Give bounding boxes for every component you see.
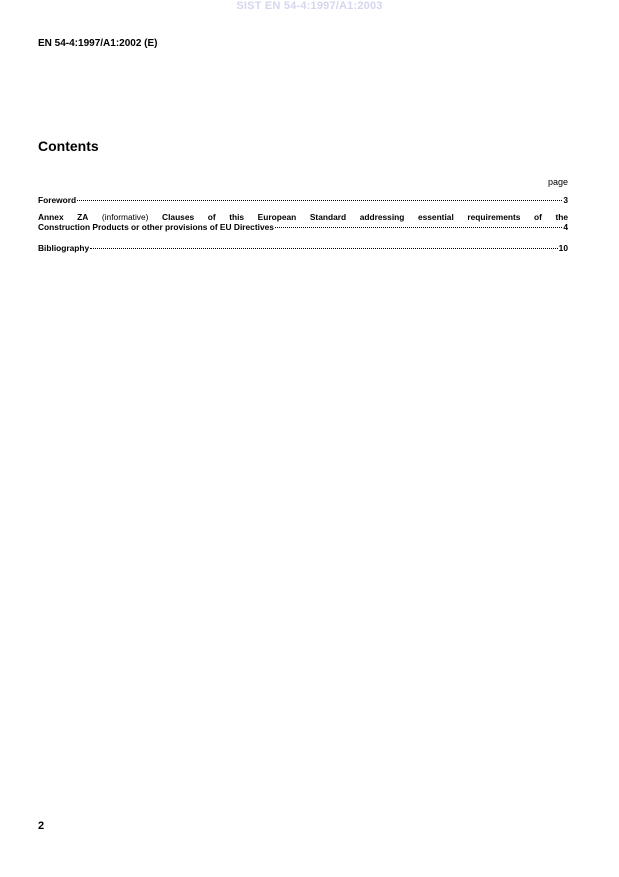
toc-entry-title-continued: Construction Products or other provisions of EU Directives [38,222,274,232]
toc-entry-title: Bibliography [38,243,90,253]
toc-entry-bibliography[interactable] [38,243,568,253]
toc-entry-title: Clauses of this European Standard addressing essential requirements of the [162,212,569,222]
toc-entry-page: 10 [558,243,568,253]
dot-leader [90,248,557,249]
toc-entry-foreword[interactable] [38,195,568,205]
toc-entry-title: Foreword [38,195,77,205]
toc-entry-title-line [38,212,568,222]
toc-entry-page: 4 [563,222,568,232]
page-column-label: page [547,177,568,187]
page-number: 2 [38,820,45,832]
toc-entry-prefix: Annex ZA [38,212,89,222]
dot-leader [77,200,562,201]
dot-leader [275,227,562,228]
watermark: SIST EN 54-4:1997/A1:2003 [236,0,383,12]
document-identifier: EN 54-4:1997/A1:2002 (E) [38,38,158,49]
contents-heading: Contents [38,138,99,154]
toc-entry-qualifier: (informative) [101,212,149,222]
toc-entry-annex-za[interactable] [38,212,568,232]
toc-entry-page: 3 [563,195,568,205]
